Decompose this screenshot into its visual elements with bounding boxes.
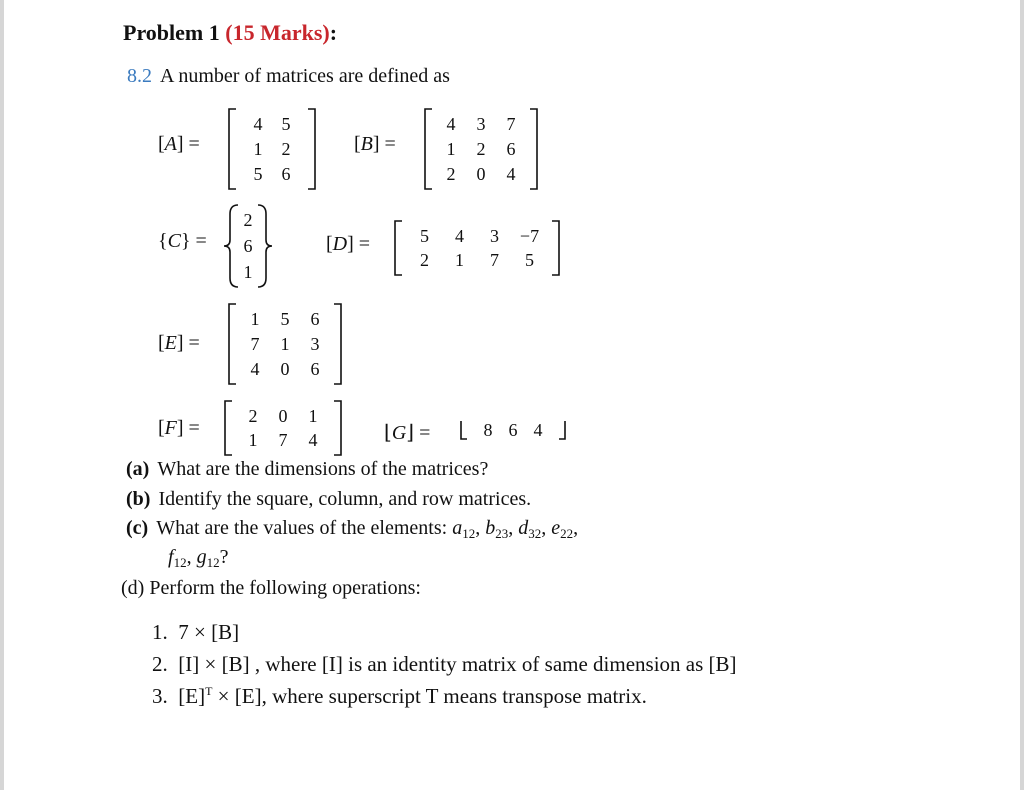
matrix-E-cell: 1 xyxy=(250,308,260,329)
left-bracket xyxy=(395,221,402,275)
matrix-E-cell: 0 xyxy=(280,358,290,379)
element-list-line2: $f_{12}$, $g_{12}$? xyxy=(168,546,229,570)
matrix-C-cells xyxy=(237,207,259,285)
problem-title-prefix: Problem 1 xyxy=(123,20,220,45)
label-B: [B] = xyxy=(354,133,396,155)
matrix-F-cell: 0 xyxy=(278,406,288,426)
intro-line xyxy=(127,65,450,88)
matrix-A-cell: 4 xyxy=(253,113,263,134)
matrix-D-cell: 5 xyxy=(420,226,429,246)
operation-2: 2. [I] × [B] , where [I] is an identity matrix of same dimension as [B] xyxy=(152,652,737,676)
matrix-E-cell: 6 xyxy=(310,308,320,329)
matrix-B-cell: 7 xyxy=(506,113,516,134)
element-symbol: $f_{12}$ xyxy=(168,546,187,570)
left-brace xyxy=(224,205,238,287)
matrix-D-cell: 5 xyxy=(525,250,534,270)
matrix-E-cell: 1 xyxy=(280,333,290,354)
matrix-C-cell: 2 xyxy=(243,210,253,230)
label-G: ⌊G⌋ = xyxy=(384,422,431,444)
right-bracket xyxy=(308,109,315,189)
question-a: (a) What are the dimensions of the matrices? xyxy=(126,458,489,480)
matrix-G-cell: 8 xyxy=(483,420,493,440)
matrix-F xyxy=(222,400,344,456)
element-symbol: $e_{22}$ xyxy=(551,517,574,541)
matrix-A-cell: 2 xyxy=(281,138,291,159)
problem-title xyxy=(123,20,337,46)
label-E: [E] = xyxy=(158,332,200,354)
label-D: [D] = xyxy=(326,233,371,255)
element-list-line1: $a_{12}$, $b_{23}$, $d_{32}$, $e_{22}$, xyxy=(452,517,579,541)
matrix-D-cell: 3 xyxy=(490,226,499,246)
operation-3: 3. $[E]^T \times [E]$, where superscript T means transpose matrix. xyxy=(152,684,647,708)
right-bracket xyxy=(530,109,537,189)
matrix-C xyxy=(226,204,270,288)
left-bracket xyxy=(225,401,232,455)
right-floor xyxy=(559,421,565,439)
matrix-E-cell: 4 xyxy=(250,358,260,379)
matrix-E xyxy=(226,303,344,385)
matrix-D-cell: 4 xyxy=(455,226,464,246)
operation-1: 1. 7 × [B] xyxy=(152,620,240,644)
matrix-B-cell: 4 xyxy=(506,163,516,184)
matrix-B-cell: 2 xyxy=(476,138,486,159)
right-bracket xyxy=(334,304,341,384)
element-symbol: $a_{12}$ xyxy=(452,517,476,541)
element-symbol: $d_{32}$ xyxy=(518,517,542,541)
right-bracket xyxy=(552,221,559,275)
matrix-F-cell: 7 xyxy=(278,430,288,450)
problem-marks: (15 Marks) xyxy=(225,20,330,45)
question-b: (b) Identify the square, column, and row matrices. xyxy=(126,488,532,510)
left-bracket xyxy=(425,109,432,189)
right-brace xyxy=(258,205,272,287)
matrix-F-cells xyxy=(238,404,328,452)
matrix-B-cell: 4 xyxy=(446,113,456,134)
matrix-G xyxy=(458,418,568,442)
matrix-A-cell: 5 xyxy=(281,113,291,134)
matrix-B xyxy=(422,108,540,190)
question-c: (c) What are the values of the elements: $a_{12}$, $b_{23}$, $d_{32}$, $e_{22}$, xyxy=(126,517,579,541)
matrix-F-cell: 4 xyxy=(308,430,318,450)
left-floor xyxy=(461,421,467,439)
matrix-B-cell: 0 xyxy=(476,163,486,184)
matrix-A-cell: 6 xyxy=(281,163,291,184)
problem-title-suffix: : xyxy=(329,20,338,45)
question-d: (d) Perform the following operations: xyxy=(121,577,421,599)
matrix-C-cell: 6 xyxy=(243,236,253,256)
matrix-G-cell: 4 xyxy=(533,420,543,440)
label-F: [F] = xyxy=(158,417,200,439)
exercise-number: 8.2 xyxy=(127,65,152,87)
matrix-B-cells xyxy=(436,112,526,187)
matrix-E-cell: 7 xyxy=(250,333,260,354)
page-border-left xyxy=(0,0,4,790)
matrix-B-cell: 6 xyxy=(506,138,516,159)
intro-text: A number of matrices are defined as xyxy=(160,65,450,87)
question-c-continued xyxy=(168,546,228,569)
page-border-right xyxy=(1020,0,1024,790)
right-bracket xyxy=(334,401,341,455)
matrix-E-cell: 3 xyxy=(310,333,320,354)
matrix-A-cell: 5 xyxy=(253,163,263,184)
matrix-A-cell: 1 xyxy=(253,138,263,159)
matrix-A xyxy=(226,108,318,190)
matrix-D-cells xyxy=(407,224,547,272)
matrix-A-cells xyxy=(244,112,300,187)
matrix-E-cell: 5 xyxy=(280,308,290,329)
matrix-D-cell: 2 xyxy=(420,250,429,270)
matrix-E-cell: 6 xyxy=(310,358,320,379)
matrix-G-cells xyxy=(476,418,551,442)
matrix-F-cell: 1 xyxy=(308,406,318,426)
matrix-B-cell: 3 xyxy=(476,113,486,134)
matrix-C-cell: 1 xyxy=(243,262,253,282)
matrix-D-cell: −7 xyxy=(519,226,540,246)
left-bracket xyxy=(229,109,236,189)
element-symbol: $b_{23}$ xyxy=(485,517,509,541)
matrix-B-cell: 1 xyxy=(446,138,456,159)
matrix-D-cell: 1 xyxy=(455,250,464,270)
left-bracket xyxy=(229,304,236,384)
matrix-B-cell: 2 xyxy=(446,163,456,184)
matrix-F-cell: 1 xyxy=(248,430,258,450)
matrix-F-cell: 2 xyxy=(248,406,258,426)
label-A: [A] = xyxy=(158,133,200,155)
matrix-E-cells xyxy=(240,307,330,382)
matrix-D xyxy=(392,220,562,276)
matrix-D-cell: 7 xyxy=(490,250,499,270)
label-C: {C} = xyxy=(158,230,207,252)
matrix-G-cell: 6 xyxy=(508,420,518,440)
element-symbol: $g_{12}$ xyxy=(196,546,220,570)
